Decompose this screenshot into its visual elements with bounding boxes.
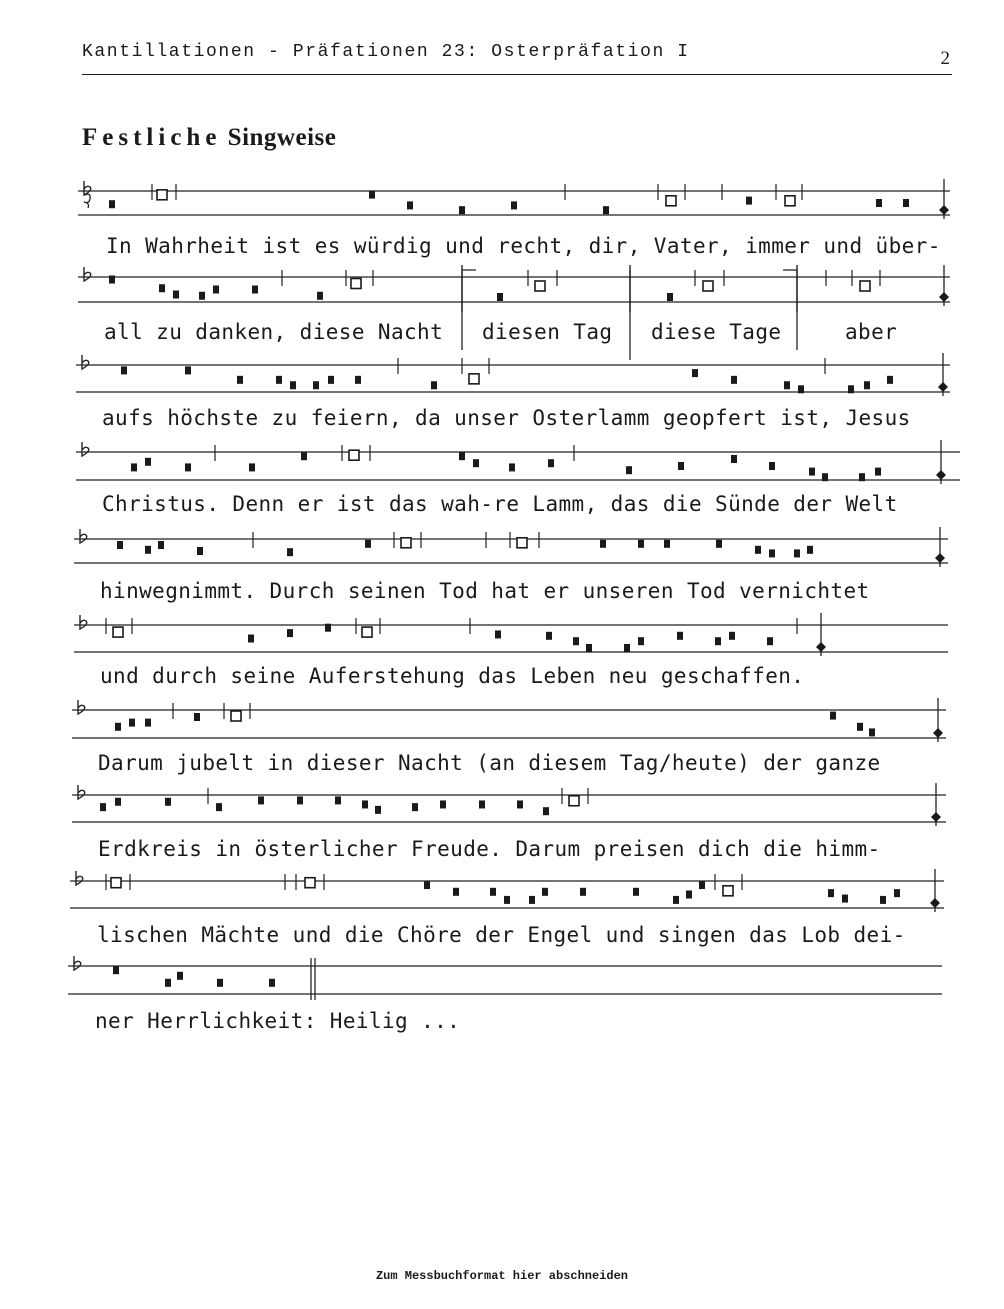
chant-note [509,463,515,471]
chant-note [880,896,886,904]
chant-note [213,286,219,294]
flat-sign [84,181,91,195]
chant-note [325,624,331,632]
final-marker [938,353,948,396]
staff-4 [0,432,1004,500]
flat-sign [82,442,89,456]
lyric-segment: aber [845,320,898,344]
chant-note [692,369,698,377]
staff-8 [0,775,1004,842]
chant-note [424,881,430,889]
chant-note [249,463,255,471]
chant-note [848,385,854,393]
chant-note [431,381,437,389]
chant-note [504,896,510,904]
chant-note [453,888,459,896]
chant-note [131,463,137,471]
chant-note [165,979,171,987]
chant-note [546,632,552,640]
chant-note [216,803,222,811]
final-marker [931,783,941,826]
open-neume [703,281,713,291]
chant-note [580,888,586,896]
chant-note [301,452,307,460]
chant-note [328,376,334,384]
chant-note [784,381,790,389]
chant-note [633,888,639,896]
final-marker [936,440,946,484]
chant-note [440,800,446,808]
final-marker [939,179,949,219]
staff-9 [0,861,1004,928]
chant-note [664,540,670,548]
chant-note [600,540,606,548]
footer-note: Zum Messbuchformat hier abschneiden [375,1269,629,1283]
chant-note [258,796,264,804]
flat-sign [78,700,85,714]
chant-note [517,800,523,808]
chant-note [673,896,679,904]
chant-note [807,546,813,554]
chant-note [407,201,413,209]
chant-note [335,796,341,804]
lyric-segment: Erdkreis in österlicher Freude. Darum preisen dich die himm- [98,837,881,861]
flat-sign [80,529,87,543]
chant-note [355,376,361,384]
chant-note [290,381,296,389]
open-neume [569,796,579,806]
staff-1 [0,171,1004,235]
chant-note [573,637,579,645]
chant-note [479,800,485,808]
chant-note [830,712,836,720]
chant-note [543,807,549,815]
chant-note [145,458,151,466]
lyric-segment: diese Tage [651,320,782,344]
chant-note [194,713,200,721]
chant-note [887,376,893,384]
chant-note [362,800,368,808]
chant-note [117,541,123,549]
open-neume [535,281,545,291]
chant-note [794,549,800,557]
flat-sign [84,267,91,281]
chant-note [237,376,243,384]
chant-note [731,455,737,463]
chant-note [511,201,517,209]
chant-note [115,798,121,806]
chant-note [624,644,630,652]
chant-note [828,889,834,897]
final-marker [816,613,826,656]
lyric-segment: all zu danken, diese Nacht [104,320,444,344]
staff-3 [0,345,1004,412]
chant-note [769,462,775,470]
chant-note [197,547,203,555]
staff-10 [0,946,1004,1014]
chant-note [145,546,151,554]
lyric-segment: hinwegnimmt. Durch seinen Tod hat er unseren Tod vernichtet [100,579,870,603]
chant-note [586,644,592,652]
chant-note [667,293,673,301]
chant-note [677,632,683,640]
chant-note [603,206,609,214]
chant-note [548,459,554,467]
final-marker [930,869,940,912]
open-neume [666,196,676,206]
open-neume [351,279,361,289]
chant-note [165,798,171,806]
chant-note [375,806,381,814]
flat-sign [82,355,89,369]
chant-note [798,385,804,393]
clef-sign [84,194,90,208]
chant-note [542,888,548,896]
chant-note [626,466,632,474]
flat-sign [80,615,87,629]
chant-note [113,966,119,974]
chant-note [287,629,293,637]
chant-note [269,979,275,987]
chant-note [177,972,183,980]
header-title: Kantillationen - Präfationen 23: Osterpräfation I [82,42,690,62]
chant-note [490,888,496,896]
chant-note [715,637,721,645]
open-neume [349,450,359,460]
chant-note [769,549,775,557]
chant-note [313,381,319,389]
chant-note [145,719,151,727]
lyric-segment: diesen Tag [482,320,613,344]
chant-note [185,366,191,374]
chant-note [185,463,191,471]
final-marker [935,527,945,567]
chant-note [731,376,737,384]
flat-sign [74,956,81,970]
open-neume [517,538,527,548]
chant-note [129,719,135,727]
chant-note [115,723,121,731]
chant-note [529,896,535,904]
chant-note [109,276,115,284]
chant-note [859,473,865,481]
chant-note [365,540,371,548]
lyric-segment: Darum jubelt in dieser Nacht (an diesem Tag/heute) der ganze [98,751,881,775]
chant-note [297,796,303,804]
section-title-spaced: Festliche [82,124,222,151]
staff-6 [0,605,1004,672]
chant-note [173,291,179,299]
lyric-segment: Christus. Denn er ist das wah-re Lamm, das die Sünde der Welt [102,492,898,516]
open-neume [723,886,733,896]
final-marker [933,698,943,742]
chant-note [864,381,870,389]
chant-note [199,292,205,300]
open-neume [362,627,372,637]
staff-7 [0,690,1004,758]
chant-note [495,630,501,638]
chant-note [716,540,722,548]
chant-note [638,540,644,548]
chant-note [158,541,164,549]
page-header [82,40,952,75]
open-neume [860,281,870,291]
chant-note [317,292,323,300]
chant-note [822,473,828,481]
chant-note [767,637,773,645]
chant-note [252,286,258,294]
chant-note [287,548,293,556]
staff-5 [0,519,1004,583]
chant-note [857,723,863,731]
open-neume [401,538,411,548]
open-neume [785,196,795,206]
chant-note [412,803,418,811]
chant-note [746,197,752,205]
chant-note [869,728,875,736]
open-neume [113,627,123,637]
section-title-normal: Singweise [227,124,337,151]
page-number: 2 [940,48,950,69]
chant-note [109,200,115,208]
final-marker [939,265,949,306]
chant-note [100,803,106,811]
chant-note [729,632,735,640]
chant-note [638,637,644,645]
chant-note [755,546,761,554]
chant-note [699,881,705,889]
chant-note [459,206,465,214]
lyric-segment: und durch seine Auferstehung das Leben neu geschaffen. [100,664,805,688]
lyric-segment: In Wahrheit ist es würdig und recht, dir, Vater, immer und über- [106,234,941,258]
chant-note [473,459,479,467]
flat-sign [76,871,83,885]
lyric-segment: aufs höchste zu feiern, da unser Osterlamm geopfert ist, Jesus [102,406,911,430]
chant-note [809,468,815,476]
section-title [82,124,336,152]
flat-sign [78,785,85,799]
lyric-segment: ner Herrlichkeit: Heilig ... [95,1009,461,1033]
chant-note [369,191,375,199]
chant-note [842,895,848,903]
open-neume [305,878,315,888]
chant-note [159,284,165,292]
chant-note [497,293,503,301]
chant-note [894,889,900,897]
chant-note [875,468,881,476]
chant-note [121,366,127,374]
chant-note [248,635,254,643]
chant-note [876,199,882,207]
chant-note [217,979,223,987]
open-neume [157,190,167,200]
chant-note [686,891,692,899]
chant-note [276,376,282,384]
chant-note [903,199,909,207]
chant-note [459,452,465,460]
lyric-segment: lischen Mächte und die Chöre der Engel und singen das Lob dei- [97,923,906,947]
open-neume [469,374,479,384]
open-neume [111,878,121,888]
chant-note [678,462,684,470]
open-neume [231,711,241,721]
